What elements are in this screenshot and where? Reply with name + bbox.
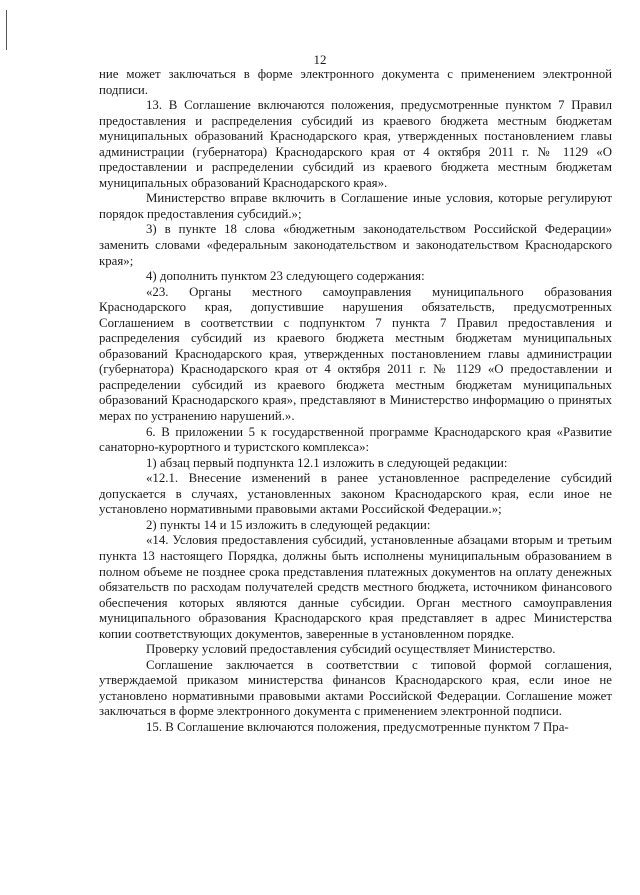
document-body (99, 67, 612, 736)
paragraph: 2) пункты 14 и 15 изложить в следующей редакции: (146, 517, 431, 532)
paragraph: ние может заключаться в форме электронного документа с применением электронной подписи. (99, 67, 612, 97)
paragraph: 13. В Соглашение включаются положения, предусмотренные пунктом 7 Правил предоставления и распределения субсидий из краевого бюджета местным бюджетам муниципальных образований Краснодарского края, утвержденных постановлением главы администрации (губернатора) Краснодарского края от 4 октября 2011 г. № 1129 «О предоставлении и распределении субсидий из краевого бюджета местным бюджетам муниципальных образований Краснодарского края». (99, 98, 612, 190)
paragraph: 3) в пункте 18 слова «бюджетным законодательством Российской Федерации» заменить словами «федеральным законодательством и законодательством Краснодарского края»; (99, 222, 612, 268)
paragraph: 1) абзац первый подпункта 12.1 изложить в следующей редакции: (146, 455, 508, 470)
scan-edge-line (6, 10, 7, 50)
paragraph: «12.1. Внесение изменений в ранее установленное распределение субсидий допускается в случаях, установленных законом Краснодарского края, если иное не установлено нормативными правовыми актами Российской Федерации.»; (99, 471, 612, 517)
paragraph: 15. В Соглашение включаются положения, предусмотренные пунктом 7 Пра- (146, 719, 569, 734)
paragraph: Министерство вправе включить в Соглашение иные условия, которые регулируют порядок предоставления субсидий.»; (99, 191, 612, 221)
page-number: 12 (313, 52, 327, 67)
paragraph: Проверку условий предоставления субсидий осуществляет Министерство. (146, 642, 556, 657)
paragraph: 6. В приложении 5 к государственной программе Краснодарского края «Развитие санаторно-курортного и туристского комплекса»: (99, 424, 612, 455)
paragraph: «14. Условия предоставления субсидий, установленные абзацами вторым и третьим пункта 13 настоящего Порядка, должны быть исполнены муниципальным образованием в полном объеме не позднее срока представления платежных документов на оплату денежных обязательств по расходам получателей средств местного бюджета, источником финансового обеспечения которых являются данные субсидии. Орган местного самоуправления муниципального образования Краснодарского края представляет в адрес Министерства копии соответствующих документов, заверенные в установленном порядке. (99, 533, 612, 641)
paragraph: Соглашение заключается в соответствии с типовой формой соглашения, утверждаемой приказом министерства финансов Краснодарского края, если иное не установлено нормативными правовыми актами Российской Федерации. Соглашение может заключаться в форме электронного документа с применением электронной подписи. (99, 657, 612, 719)
paragraph: 4) дополнить пунктом 23 следующего содержания: (146, 269, 425, 284)
paragraph: «23. Органы местного самоуправления муниципального образования Краснодарского края, допустившие нарушения обязательств, предусмотренных Соглашением в соответствии с подпунктом 7 пункта 7 Правил предоставления и распределения субсидий из краевого бюджета местным бюджетам муниципальных образований Краснодарского края, утвержденных постановлением главы администрации (губернатора) Краснодарского края от 4 октября 2011 г. № 1129 «О предоставлении и распределении субсидий из краевого бюджета местным бюджетам муниципальных образований Краснодарского края», представляют в Министерство информацию о принятых мерах по устранению нарушений.». (99, 284, 612, 424)
